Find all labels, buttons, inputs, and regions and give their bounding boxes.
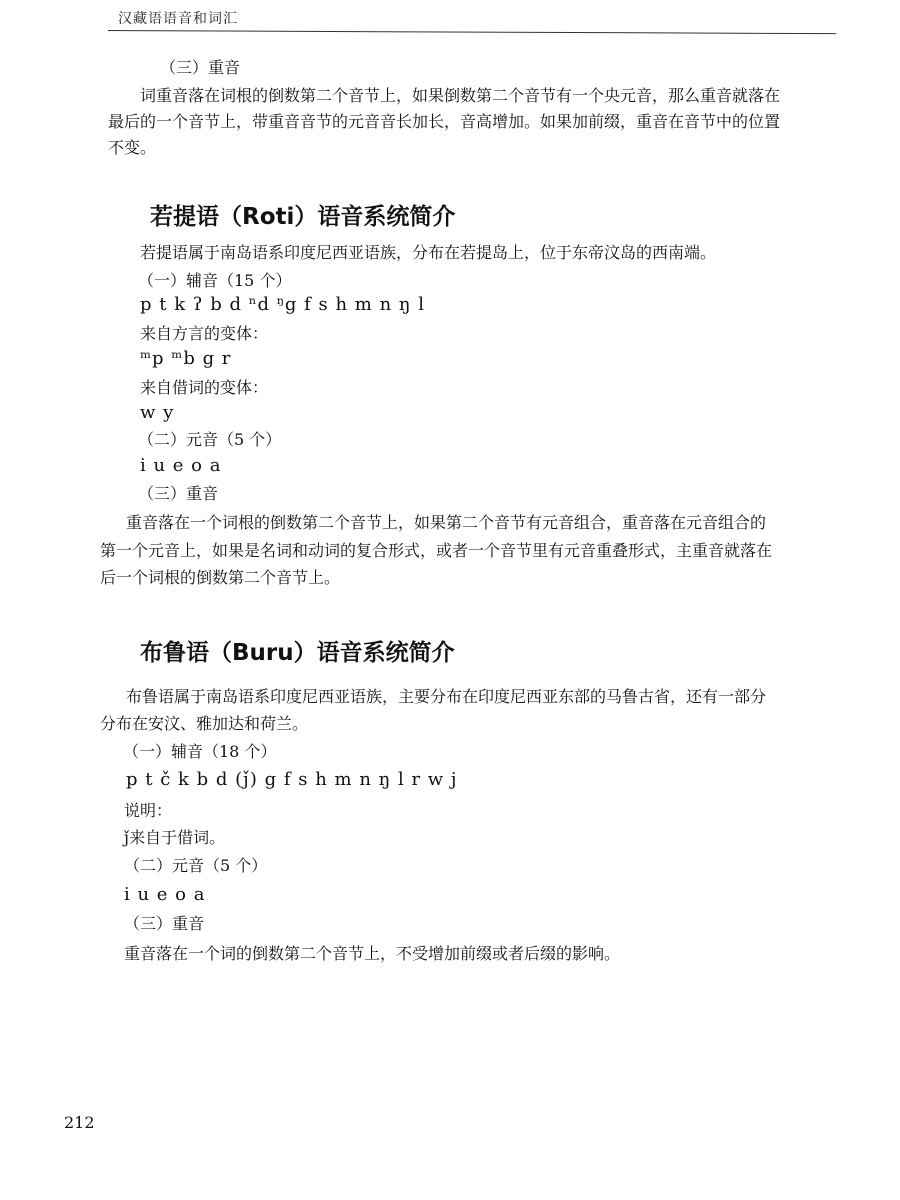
roti-stress-line-2: 第一个元音上，如果是名词和动词的复合形式，或者一个音节里有元音重叠形式，主重音就落在 xyxy=(100,541,773,560)
roti-stress-heading: （三）重音 xyxy=(138,484,219,503)
roti-vowel-list: i u e o a xyxy=(140,455,222,476)
buru-vowels-heading: （二）元音（5 个） xyxy=(124,856,268,875)
roti-intro: 若提语属于南岛语系印度尼西亚语族，分布在若提岛上，位于东帝汶岛的西南端。 xyxy=(140,243,717,262)
buru-vowel-list: i u e o a xyxy=(124,884,206,905)
page-number: 212 xyxy=(64,1113,95,1132)
top-stress-heading: （三）重音 xyxy=(160,58,241,77)
roti-consonants-heading: （一）辅音（15 个） xyxy=(138,271,292,290)
top-stress-line-2: 最后的一个音节上，带重音音节的元音音长加长，音高增加。如果加前缀，重音在音节中的位置 xyxy=(108,112,781,131)
roti-loan-label: 来自借词的变体： xyxy=(140,378,269,397)
roti-stress-line-1: 重音落在一个词根的倒数第二个音节上，如果第二个音节有元音组合，重音落在元音组合的 xyxy=(126,513,767,532)
roti-loan-variants: w y xyxy=(140,402,175,423)
buru-intro-line-1: 布鲁语属于南岛语系印度尼西亚语族，主要分布在印度尼西亚东部的马鲁古省，还有一部分 xyxy=(126,687,767,706)
top-stress-line-3: 不变。 xyxy=(108,138,157,157)
roti-consonant-list: p t k ʔ b d ⁿd ᵑg f s h m n ŋ l xyxy=(140,294,425,315)
roti-stress-line-3: 后一个词根的倒数第二个音节上。 xyxy=(100,568,341,587)
roti-dialect-variants: ᵐp ᵐb g r xyxy=(140,348,232,369)
buru-consonant-list: p t č k b d (ǰ) g f s h m n ŋ l r w j xyxy=(126,769,458,790)
top-stress-line-1: 词重音落在词根的倒数第二个音节上，如果倒数第二个音节有一个央元音，那么重音就落在 xyxy=(140,86,781,105)
buru-stress-heading: （三）重音 xyxy=(124,914,205,933)
buru-section-title: 布鲁语（Buru）语音系统简介 xyxy=(140,640,455,666)
roti-dialect-label: 来自方言的变体： xyxy=(140,324,269,343)
header-rule xyxy=(108,30,836,34)
buru-consonants-heading: （一）辅音（18 个） xyxy=(123,742,277,761)
buru-note-text: ǰ来自于借词。 xyxy=(124,828,226,847)
running-header: 汉藏语语音和词汇 xyxy=(118,11,238,27)
buru-stress-text: 重音落在一个词的倒数第二个音节上，不受增加前缀或者后缀的影响。 xyxy=(124,944,621,963)
buru-intro-line-2: 分布在安汶、雅加达和荷兰。 xyxy=(100,714,309,733)
roti-section-title: 若提语（Roti）语音系统简介 xyxy=(150,204,456,230)
buru-note-label: 说明： xyxy=(124,801,173,820)
roti-vowels-heading: （二）元音（5 个） xyxy=(138,430,282,449)
